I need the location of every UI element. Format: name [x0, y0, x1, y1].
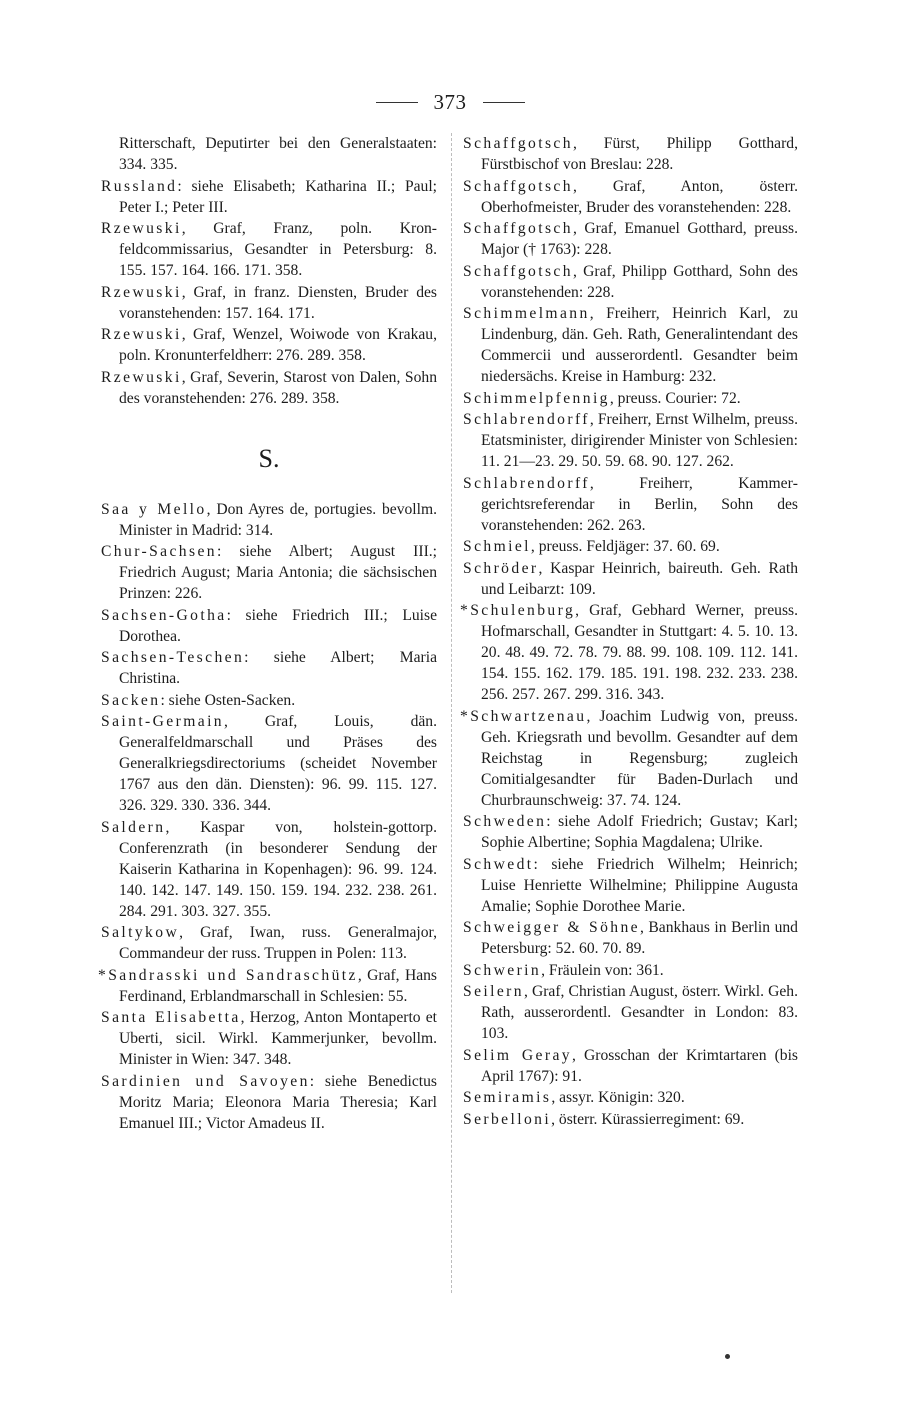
entry-headword: Sardinien und Savoyen: [101, 1072, 310, 1090]
entry-headword: Schmiel: [463, 538, 531, 555]
entry-headword: Saint-Germain: [101, 713, 225, 730]
entry-text: , preuss. Feldjäger: 37. 60. 69.: [530, 538, 720, 555]
entry-text: , Don Ayres de, portugies. bevollm. Minister in Madrid: 314.: [119, 500, 438, 539]
index-entry: [101, 647, 437, 689]
entry-headword: Rzewuski: [101, 326, 182, 343]
entry-headword: Schaffgotsch: [463, 220, 573, 237]
entry-text: , Fürst, Philipp Gotthard, Fürstbischof von Breslau: 228.: [481, 135, 798, 173]
entry-text: : siehe Albert; Maria Christina.: [119, 649, 437, 687]
page-header: [0, 90, 900, 115]
entry-headword: Schaffgotsch: [463, 177, 573, 195]
right-entries: [460, 133, 798, 1130]
left-column: [98, 133, 438, 1134]
index-entry: [463, 1109, 798, 1130]
entry-text: , Kaspar von, holstein-gottorp. Conferenzrath (in besonderer Sendung der Kaiserin Katharina in Kopenhagen): 96. 99. 124. 140. 142. 147. 149. 150. 159. 194. 232. 238. 261. 284. 291. 303. 327. 355.: [119, 818, 437, 920]
header-rule-right: [483, 102, 525, 103]
index-entry: [101, 817, 437, 922]
index-entry: [101, 499, 437, 541]
index-entry: [463, 1045, 798, 1087]
entry-text: , Graf, Emanuel Gotthard, preuss. Major († 1763): 228.: [481, 220, 798, 258]
entry-text: , preuss. Courier: 72.: [609, 389, 741, 407]
entry-text: : siehe Friedrich Wilhelm; Heinrich; Luise Henriette Wilhelmine; Philippine Augusta Amalie; Sophie Dorothee Marie.: [481, 855, 798, 915]
entry-headword: Schweigger & Söhne: [463, 919, 640, 936]
entry-headword: Schimmelmann: [463, 305, 590, 322]
entry-headword: Schimmelpfennig: [463, 389, 610, 407]
entry-text: , Grosschan der Krimtartaren (bis April 1767): 91.: [481, 1046, 798, 1085]
entry-headword: Sacken: [101, 691, 161, 709]
index-entry: [101, 218, 437, 281]
entry-headword: Sachsen-Gotha: [101, 606, 227, 624]
entry-headword: Serbelloni: [463, 1110, 552, 1128]
entry-text: , assyr. Königin: 320.: [551, 1089, 685, 1106]
entry-headword: Semiramis: [463, 1089, 552, 1106]
index-entry: [101, 711, 437, 816]
index-entry: [463, 176, 798, 218]
entry-headword: Schröder: [463, 559, 539, 577]
entry-text: , Graf, Philipp Gotthard, Sohn des voranstehenden: 228.: [481, 262, 798, 301]
entry-headword: Russland: [101, 177, 178, 195]
entry-headword: Santa Elisabetta: [101, 1009, 241, 1026]
entry-text: , Graf, Wenzel, Woiwode von Krakau, poln. Kronunterfeldherr: 276. 289. 358.: [119, 326, 437, 364]
index-entry: [460, 706, 798, 811]
left-entries-r: [101, 133, 437, 409]
entry-headword: Seilern: [463, 983, 524, 1000]
index-entry: [101, 690, 437, 711]
page-number: 373: [433, 90, 467, 114]
entry-headword: Schlabrendorff: [463, 474, 590, 492]
entry-headword: *Sandrasski und Sandraschütz: [98, 966, 358, 984]
index-entry: [101, 367, 437, 409]
index-entry: [101, 282, 437, 324]
entry-text: , Freiherr, Heinrich Karl, zu Lindenburg, dän. Geh. Rath, Generalintendant des Commercii und ausserordentl. Gesandter beim niedersächs. Kreise in Hamburg: 232.: [481, 305, 798, 385]
index-entry: [463, 1087, 798, 1108]
entry-headword: Rzewuski: [101, 283, 182, 301]
entry-text: , Graf, Hans Ferdinand, Erblandmarschall in Schlesien: 55.: [119, 966, 437, 1005]
entry-headword: Saltykow: [101, 924, 180, 941]
entry-text: Ritterschaft, Deputirter bei den Generalstaaten: 334. 335.: [119, 135, 437, 173]
entry-text: : siehe Albert; August III.; Friedrich August; Maria Antonia; die sächsischen Prinzen: 226.: [119, 543, 437, 602]
index-entry: [463, 917, 798, 959]
ink-speck: [725, 1354, 730, 1359]
index-entry: [463, 981, 798, 1044]
entry-headword: Selim Geray: [463, 1046, 572, 1064]
entry-text: , Graf, Christian August, österr. Wirkl. Geh. Rath, ausserordentl. Gesandter in London: 83. 103.: [481, 983, 798, 1042]
index-entry: [463, 409, 798, 472]
entry-headword: Schwedt: [463, 855, 534, 873]
entry-text: , Graf, Gebhard Werner, preuss. Hofmarschall, Gesandter in Stuttgart: 4. 5. 10. 13. 20. 48. 49. 72. 78. 79. 88. 99. 108. 109. 112. 141. 154. 155. 162. 179. 185. 191. 198. 232. 233. 238. 256. 257. 267. 299. 316. 343.: [481, 602, 798, 703]
entry-headword: Sachsen-Teschen: [101, 649, 245, 666]
entry-headword: Schlabrendorff: [463, 411, 590, 428]
section-letter: S.: [258, 443, 280, 473]
left-entries-s: [98, 499, 438, 1134]
entry-text: , österr. Kürassierregiment: 69.: [551, 1110, 745, 1128]
entry-headword: Schaffgotsch: [463, 262, 573, 280]
entry-text: , Bankhaus in Berlin und Petersburg: 52. 60. 70. 89.: [481, 919, 798, 957]
entry-text: , Graf, Anton, österr. Oberhofmeister, Bruder des voranstehenden: 228.: [481, 177, 798, 216]
index-entry: [463, 536, 798, 557]
entry-headword: Schaffgotsch: [463, 135, 573, 152]
index-entry: [463, 558, 798, 600]
entry-text: : siehe Benedictus Moritz Maria; Eleonora Maria Theresia; Karl Emanuel III.; Victor Amadeus II.: [119, 1072, 437, 1132]
header-rule-left: [376, 102, 418, 103]
entry-text: , Graf, in franz. Diensten, Bruder des voranstehenden: 157. 164. 171.: [119, 283, 437, 322]
entry-text: , Joachim Ludwig von, preuss. Geh. Kriegsrath und bevollm. Gesandter auf dem Reichstag in Regensburg; zugleich Comitialgesandter für Baden-Durlach und Churbraunschweig: 37. 74. 124.: [481, 707, 798, 809]
column-divider: [451, 133, 452, 1293]
entry-headword: Chur-Sachsen: [101, 543, 217, 560]
entry-text: : siehe Adolf Friedrich; Gustav; Karl; Sophie Albertine; Sophia Magdalena; Ulrike.: [481, 813, 798, 851]
index-entry: [463, 261, 798, 303]
entry-headword: Schwerin: [463, 961, 542, 979]
entry-text: , Graf, Louis, dän. Generalfeldmarschall und Präses des Generalkriegsdirectoriums (scheidet November 1767 aus den dän. Diensten): 96. 99. 115. 127. 326. 329. 330. 336. 344.: [119, 713, 437, 814]
entry-text: : siehe Osten-Sacken.: [160, 691, 296, 709]
index-entry: [460, 600, 798, 705]
entry-headword: Saldern: [101, 818, 166, 836]
entry-text: , Graf, Franz, poln. Kronfeldcommissarius, Gesandter in Petersburg: 8. 155. 157. 164. 166. 171. 358.: [119, 220, 437, 279]
index-entry: [101, 541, 437, 604]
entry-headword: Rzewuski: [101, 368, 182, 386]
entry-headword: Schweden: [463, 813, 547, 830]
index-entry: [463, 388, 798, 409]
entry-text: , Freiherr, Kammergerichtsreferendar in Berlin, Sohn des voranstehenden: 262. 263.: [481, 474, 798, 534]
entry-headword: *Schulenburg: [460, 602, 576, 619]
index-entry: [101, 176, 437, 218]
entry-headword: *Schwartzenau: [460, 707, 587, 725]
index-entry: [463, 303, 798, 387]
entry-text: , Graf, Severin, Starost von Dalen, Sohn des voranstehenden: 276. 289. 358.: [119, 368, 437, 407]
index-entry: [101, 324, 437, 366]
entry-text: , Fräulein von: 361.: [541, 961, 664, 979]
entry-headword: Saa y Mello: [101, 500, 207, 518]
index-entry: [463, 854, 798, 917]
index-entry: [463, 133, 798, 175]
index-entry: [463, 473, 798, 536]
index-entry: [101, 1007, 437, 1070]
entry-text: , Freiherr, Ernst Wilhelm, preuss. Etatsminister, dirigirender Minister von Schlesien: 11. 21—23. 29. 50. 59. 68. 90. 127. 262.: [481, 411, 798, 470]
index-entry: [101, 605, 437, 647]
entry-text: : siehe Elisabeth; Katharina II.; Paul; Peter I.; Peter III.: [119, 177, 437, 216]
index-entry: [98, 965, 437, 1007]
entry-text: , Graf, Iwan, russ. Generalmajor, Commandeur der russ. Truppen in Polen: 113.: [119, 924, 437, 962]
index-entry: [463, 811, 798, 853]
index-entry: [101, 1071, 437, 1134]
entry-text: : siehe Friedrich III.; Luise Dorothea.: [119, 606, 437, 645]
right-column: [460, 133, 798, 1130]
index-entry: [101, 133, 437, 175]
index-entry: [101, 922, 437, 964]
entry-text: , Herzog, Anton Montaperto et Uberti, sicil. Wirkl. Kammerjunker, bevollm. Minister in Wien: 347. 348.: [119, 1009, 437, 1068]
index-entry: [463, 218, 798, 260]
entry-text: , Kaspar Heinrich, baireuth. Geh. Rath und Leibarzt: 109.: [481, 559, 798, 598]
index-entry: [463, 960, 798, 981]
entry-headword: Rzewuski: [101, 220, 182, 237]
